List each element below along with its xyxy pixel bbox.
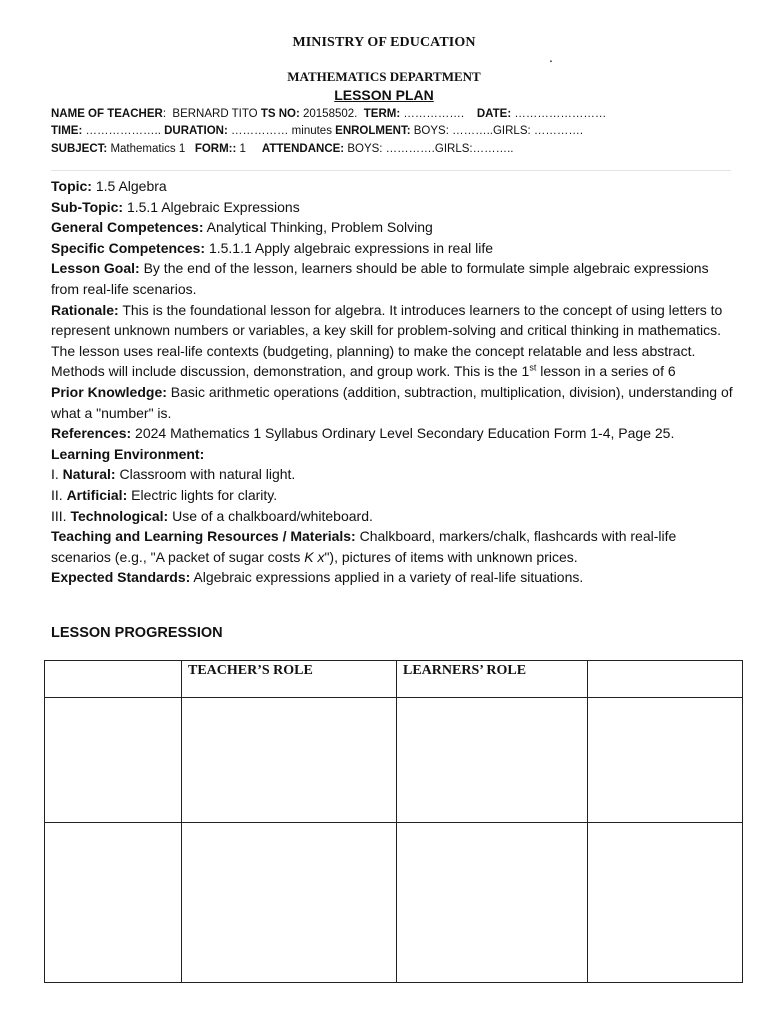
specific-competences-value: 1.5.1.1 Apply algebraic expressions in real life bbox=[208, 239, 494, 256]
prior-knowledge-label: Prior Knowledge: bbox=[51, 383, 167, 400]
term-value: ……………. bbox=[403, 108, 465, 120]
references-value: 2024 Mathematics 1 Syllabus Ordinary Level Secondary Education Form 1-4, Page 25. bbox=[135, 425, 675, 442]
sub-topic-value: 1.5.1 Algebraic Expressions bbox=[126, 198, 300, 215]
attendance-label: ATTENDANCE: bbox=[261, 143, 345, 155]
general-competences-value: Analytical Thinking, Problem Solving bbox=[206, 219, 433, 236]
specific-competences-label: Specific Competences: bbox=[51, 239, 206, 256]
expected-standards-label: Expected Standards: bbox=[51, 569, 191, 586]
rationale-end: lesson in a series of 6 bbox=[540, 363, 676, 380]
table-cell bbox=[182, 823, 397, 983]
specific-competences bbox=[51, 238, 733, 259]
enrolment-value: BOYS: ………..GIRLS: …………. bbox=[413, 125, 584, 137]
environment-natural bbox=[51, 464, 733, 485]
tech-prefix: III. bbox=[51, 507, 67, 524]
time-label: TIME: bbox=[51, 125, 83, 137]
table-cell bbox=[588, 698, 743, 823]
date-label: DATE: bbox=[476, 108, 512, 120]
rationale bbox=[51, 300, 733, 382]
resources-variable: K x bbox=[304, 548, 325, 565]
table-header-cell bbox=[45, 661, 182, 698]
sub-topic bbox=[51, 197, 733, 218]
resources bbox=[51, 526, 733, 567]
table-header-learners-role: LEARNERS’ ROLE bbox=[397, 661, 588, 698]
time-value: ……………….. bbox=[85, 125, 161, 137]
table-cell bbox=[182, 698, 397, 823]
artificial-prefix: II. bbox=[51, 486, 63, 503]
attendance-value: BOYS: ………….GIRLS:……….. bbox=[347, 143, 514, 155]
form-label: FORM:: bbox=[194, 143, 237, 155]
date-value: …………………… bbox=[514, 108, 607, 120]
topic bbox=[51, 176, 733, 197]
expected-standards bbox=[51, 567, 733, 588]
header-row-teacher: NAME OF TEACHER: BERNARD TITO TS NO: 20158502. TERM: ……………. DATE: …………………… bbox=[51, 108, 607, 120]
table-cell bbox=[45, 823, 182, 983]
general-competences-label: General Competences: bbox=[51, 219, 204, 236]
rationale-label: Rationale: bbox=[51, 301, 119, 318]
name-label: NAME OF TEACHER bbox=[51, 108, 163, 120]
lesson-progression-table bbox=[44, 660, 743, 983]
table-cell bbox=[397, 823, 588, 983]
teacher-name: BERNARD TITO bbox=[172, 108, 258, 120]
term-label: TERM: bbox=[363, 108, 401, 120]
expected-standards-value: Algebraic expressions applied in a variety of real-life situations. bbox=[193, 569, 584, 586]
learning-environment bbox=[51, 444, 733, 465]
rationale-value: This is the foundational lesson for algebra. It introduces learners to the concept of using letters to represent unknown numbers or variables, a key skill for problem-solving and critical thinking in mathematics. The lesson uses real-life contexts (budgeting, planning) to make the concept relatable and less abstract. Methods will include discussion, demonstration, and group work. This is the 1 bbox=[51, 301, 723, 380]
duration-value: …………… minutes bbox=[230, 125, 332, 137]
references-label: References: bbox=[51, 425, 132, 442]
divider bbox=[51, 170, 731, 171]
lesson-goal bbox=[51, 258, 733, 299]
tech-value: Use of a chalkboard/whiteboard. bbox=[172, 507, 373, 524]
header-row-subject bbox=[51, 142, 513, 156]
tech-label: Technological: bbox=[70, 507, 169, 524]
table-header-teachers-role: TEACHER’S ROLE bbox=[182, 661, 397, 698]
ordinal-suffix: st bbox=[529, 362, 537, 373]
learning-environment-label: Learning Environment: bbox=[51, 445, 205, 462]
stray-dot: . bbox=[549, 49, 553, 65]
duration-label: DURATION: bbox=[164, 125, 228, 137]
lesson-goal-value: By the end of the lesson, learners should be able to formulate simple algebraic expressions from real-life scenarios. bbox=[51, 260, 709, 297]
page-title: LESSON PLAN bbox=[334, 87, 434, 103]
table-row bbox=[45, 698, 743, 823]
artificial-value: Electric lights for clarity. bbox=[131, 486, 278, 503]
natural-prefix: I. bbox=[51, 466, 59, 483]
lesson-details bbox=[51, 176, 733, 588]
topic-value: 1.5 Algebra bbox=[95, 178, 167, 194]
resources-label: Teaching and Learning Resources / Materials: bbox=[51, 528, 356, 545]
header-row-time bbox=[51, 124, 583, 138]
ts-label: TS NO: bbox=[260, 108, 300, 120]
table-header-cell bbox=[588, 661, 743, 698]
table-cell bbox=[397, 698, 588, 823]
enrolment-label: ENROLMENT: bbox=[335, 125, 411, 137]
prior-knowledge-value: Basic arithmetic operations (addition, subtraction, multiplication, division), understanding of what a "number" is. bbox=[51, 383, 733, 421]
environment-artificial bbox=[51, 485, 733, 506]
table-row bbox=[45, 823, 743, 983]
department-title: MATHEMATICS DEPARTMENT bbox=[287, 69, 481, 84]
prior-knowledge bbox=[51, 382, 733, 423]
subject-label: SUBJECT: bbox=[51, 143, 108, 155]
natural-label: Natural: bbox=[62, 466, 116, 483]
resources-value: Chalkboard, markers/chalk, flashcards with real-life scenarios (e.g., "A packet of sugar costs bbox=[51, 528, 677, 565]
sub-topic-label: Sub-Topic: bbox=[51, 198, 124, 215]
subject-value: Mathematics 1 bbox=[110, 143, 186, 155]
artificial-label: Artificial: bbox=[66, 486, 128, 503]
references bbox=[51, 423, 733, 444]
lesson-progression-title: LESSON PROGRESSION bbox=[51, 625, 223, 641]
table-cell bbox=[45, 698, 182, 823]
ts-value: 20158502. bbox=[303, 108, 358, 120]
ministry-title: MINISTRY OF EDUCATION bbox=[292, 35, 476, 50]
table-cell bbox=[588, 823, 743, 983]
general-competences bbox=[51, 217, 733, 238]
table-header-row bbox=[45, 661, 743, 698]
form-value: 1 bbox=[239, 143, 246, 155]
natural-value: Classroom with natural light. bbox=[119, 466, 296, 483]
topic-label: Topic: bbox=[51, 178, 92, 194]
lesson-goal-label: Lesson Goal: bbox=[51, 260, 140, 277]
environment-technological bbox=[51, 506, 733, 527]
resources-value-end: "), pictures of items with unknown prices. bbox=[324, 548, 578, 565]
